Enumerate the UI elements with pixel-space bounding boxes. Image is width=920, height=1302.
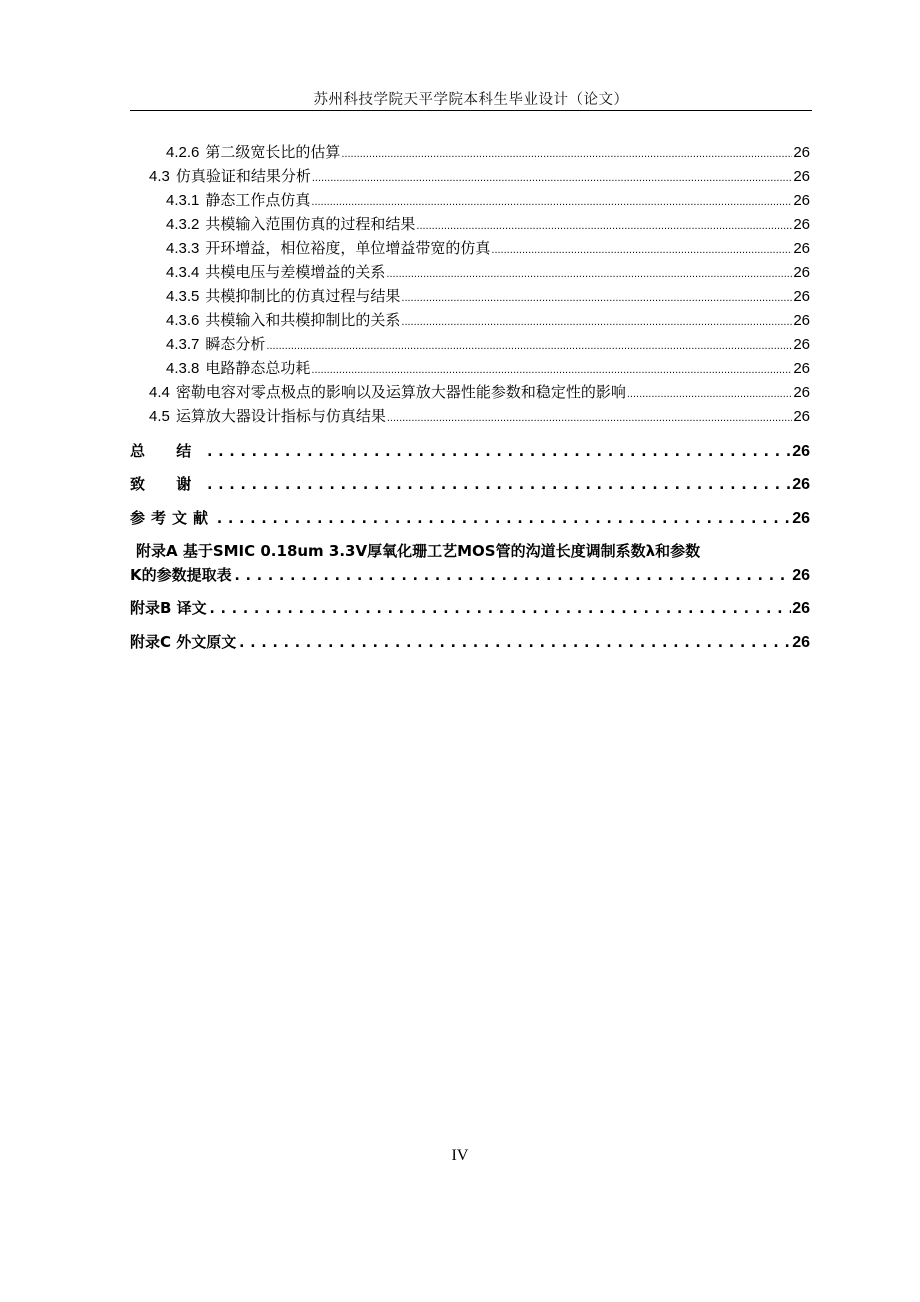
toc-entry-appendix-a-line1[interactable]: 附录A 基于SMIC 0.18um 3.3V厚氧化珊工艺MOS管的沟道长度调制系数λ和参数 [136,542,701,560]
toc-entry-number: 4.3.6 [166,312,200,329]
toc-entry-4-3-6[interactable] [166,310,810,332]
toc-entry-4-3-2[interactable] [166,214,810,236]
dot-leader [233,565,792,585]
toc-entry-page: 26 [792,634,810,651]
toc-entry-page: 26 [793,216,810,233]
toc-entry-page: 26 [793,360,810,377]
toc-entry-page: 26 [793,288,810,305]
toc-entry-title: 共模输入和共模抑制比的关系 [205,311,401,329]
dot-leader [237,632,791,652]
toc-entry-appendix-c[interactable] [130,632,810,653]
toc-entry-4-3-7[interactable] [166,334,810,356]
dot-leader [266,336,792,356]
toc-entry-title: 共模抑制比的仿真过程与结果 [205,287,401,305]
dot-leader [311,192,792,212]
toc-entry-number: 4.3.2 [166,216,200,233]
toc-entry-title: 参考文献 [130,509,215,527]
dot-leader [401,312,792,332]
toc-entry-title: 共模输入范围仿真的过程和结果 [205,215,416,233]
toc-entry-page: 26 [793,168,810,185]
toc-entry-page: 26 [793,192,810,209]
dot-leader [311,360,792,380]
page-number: IV [451,1147,469,1164]
toc-entry-page: 26 [793,264,810,281]
header-rule [130,110,812,111]
toc-entry-4-3-1[interactable] [166,190,810,212]
toc-entry-page: 26 [792,476,810,493]
dot-leader [215,508,791,528]
toc-entry-title: 瞬态分析 [205,335,266,353]
toc-entry-4-3-4[interactable] [166,262,810,284]
toc-entry-appendix-a[interactable] [130,565,810,586]
dot-leader [386,264,792,284]
toc-entry-4-3-3[interactable] [166,238,810,260]
toc-entry-title: 密勒电容对零点极点的影响以及运算放大器性能参数和稳定性的影响 [175,383,626,401]
toc-entry-title: 附录B 译文 [130,599,207,617]
toc-entry-number: 4.3.7 [166,336,200,353]
toc-entry-page: 26 [792,510,810,527]
toc-entry-title: 电路静态总功耗 [205,359,311,377]
toc-entry-title: 开环增益，相位裕度，单位增益带宽的仿真 [205,239,491,257]
toc-entry-4-4[interactable] [149,382,810,404]
toc-entry-title: 共模电压与差模增益的关系 [205,263,386,281]
toc-entry-title: 第二级宽长比的估算 [205,143,341,161]
page-header: 苏州科技学院天平学院本科生毕业设计（论文） [313,92,629,108]
toc-entry-number: 4.3.1 [166,192,200,209]
toc-entry-number: 4.3.4 [166,264,200,281]
toc-entry-number: 4.3.8 [166,360,200,377]
dot-leader [208,598,792,618]
toc-entry-number: 4.3 [149,168,170,185]
toc-entry-page: 26 [793,312,810,329]
dot-leader [401,288,792,308]
toc-entry-page: 26 [793,144,810,161]
dot-leader [312,168,792,188]
toc-entry-page: 26 [793,240,810,257]
toc-entry-summary[interactable] [130,441,810,462]
toc-entry-4-3-8[interactable] [166,358,810,380]
dot-leader [387,408,792,428]
toc-entry-title: 仿真验证和结果分析 [175,167,311,185]
toc-entry-number: 4.3.5 [166,288,200,305]
toc-entry-page: 26 [793,408,810,425]
toc-entry-appendix-b[interactable] [130,598,810,619]
dot-leader [205,441,791,461]
dot-leader [341,144,792,164]
toc-entry-number: 4.4 [149,384,170,401]
toc-entry-title: K的参数提取表 [130,566,232,584]
toc-entry-title: 运算放大器设计指标与仿真结果 [175,407,386,425]
toc-entry-thanks[interactable] [130,474,810,495]
toc-entry-title: 致 谢 [130,475,205,493]
toc-entry-page: 26 [792,600,810,617]
toc-entry-4-3-5[interactable] [166,286,810,308]
toc-entry-page: 26 [793,384,810,401]
dot-leader [416,216,792,236]
toc-entry-4-5[interactable] [149,406,810,428]
toc-entry-title: 附录C 外文原文 [130,633,237,651]
toc-entry-references[interactable] [130,508,810,529]
toc-entry-title: 静态工作点仿真 [205,191,311,209]
toc-entry-page: 26 [792,567,810,584]
toc-entry-4-2-6[interactable] [166,142,810,164]
toc-entry-title: 总 结 [130,442,205,460]
dot-leader [627,384,792,404]
toc-entry-number: 4.5 [149,408,170,425]
dot-leader [205,474,791,494]
toc-entry-4-3[interactable] [149,166,810,188]
toc-entry-number: 4.2.6 [166,144,200,161]
toc-entry-page: 26 [792,443,810,460]
toc-entry-page: 26 [793,336,810,353]
toc-entry-number: 4.3.3 [166,240,200,257]
dot-leader [491,240,792,260]
